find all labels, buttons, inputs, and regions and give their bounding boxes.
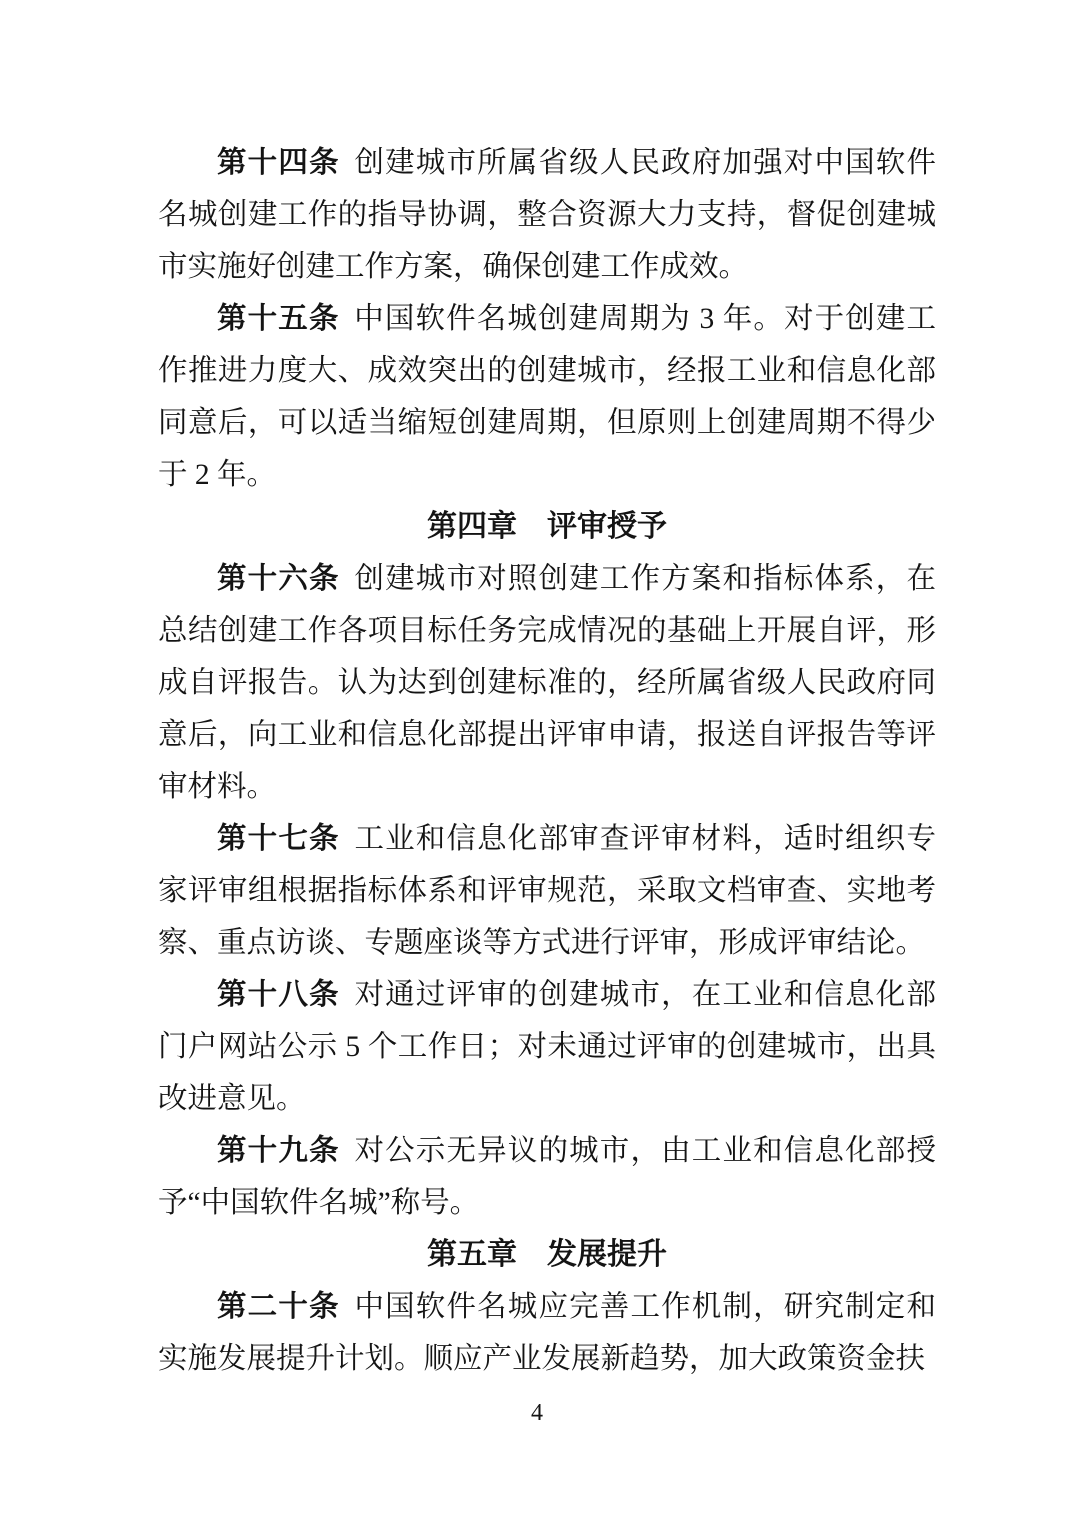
article-14-text: 创建城市所属省级人民政府加强对中国软件名城创建工作的指导协调，整合资源大力支持，督促创建城市实施好创建工作方案，确保创建工作成效。 [158, 147, 936, 283]
article-18-paragraph [158, 969, 936, 1125]
article-15-text: 中国软件名城创建周期为 3 年。对于创建工作推进力度大、成效突出的创建城市，经报工业和信息化部同意后，可以适当缩短创建周期，但原则上创建周期不得少于 2 年。 [158, 303, 936, 491]
article-19-paragraph [158, 1125, 936, 1229]
article-20-paragraph [158, 1281, 936, 1385]
article-15-number: 第十五条 [217, 302, 340, 335]
article-16-number: 第十六条 [217, 562, 340, 595]
chapter-4-number: 第四章 [427, 510, 517, 543]
article-20-number: 第二十条 [217, 1290, 340, 1323]
article-16-text: 创建城市对照创建工作方案和指标体系，在总结创建工作各项目标任务完成情况的基础上开展自评，形成自评报告。认为达到创建标准的，经所属省级人民政府同意后，向工业和信息化部提出评审申请，报送自评报告等评审材料。 [158, 563, 936, 803]
document-body [158, 137, 936, 1385]
article-18-number: 第十八条 [217, 978, 340, 1011]
article-19-number: 第十九条 [217, 1134, 340, 1167]
chapter-5-title: 发展提升 [547, 1238, 667, 1271]
article-15-paragraph [158, 293, 936, 501]
chapter-4-heading [158, 501, 936, 553]
article-19-text: 对公示无异议的城市，由工业和信息化部授予“中国软件名城”称号。 [158, 1135, 936, 1219]
chapter-5-heading [158, 1229, 936, 1281]
article-18-text: 对通过评审的创建城市，在工业和信息化部门户网站公示 5 个工作日；对未通过评审的创建城市，出具改进意见。 [158, 979, 936, 1115]
chapter-4-title: 评审授予 [547, 510, 667, 543]
article-17-text: 工业和信息化部审查评审材料，适时组织专家评审组根据指标体系和评审规范，采取文档审查、实地考察、重点访谈、专题座谈等方式进行评审，形成评审结论。 [158, 823, 936, 959]
article-14-paragraph [158, 137, 936, 293]
chapter-5-number: 第五章 [427, 1238, 517, 1271]
article-20-text: 中国软件名城应完善工作机制，研究制定和实施发展提升计划。顺应产业发展新趋势，加大政策资金扶 [158, 1291, 936, 1375]
page-number: 4 [531, 1400, 543, 1426]
article-14-number: 第十四条 [217, 146, 340, 179]
article-17-paragraph [158, 813, 936, 969]
article-17-number: 第十七条 [217, 822, 340, 855]
article-16-paragraph [158, 553, 936, 813]
